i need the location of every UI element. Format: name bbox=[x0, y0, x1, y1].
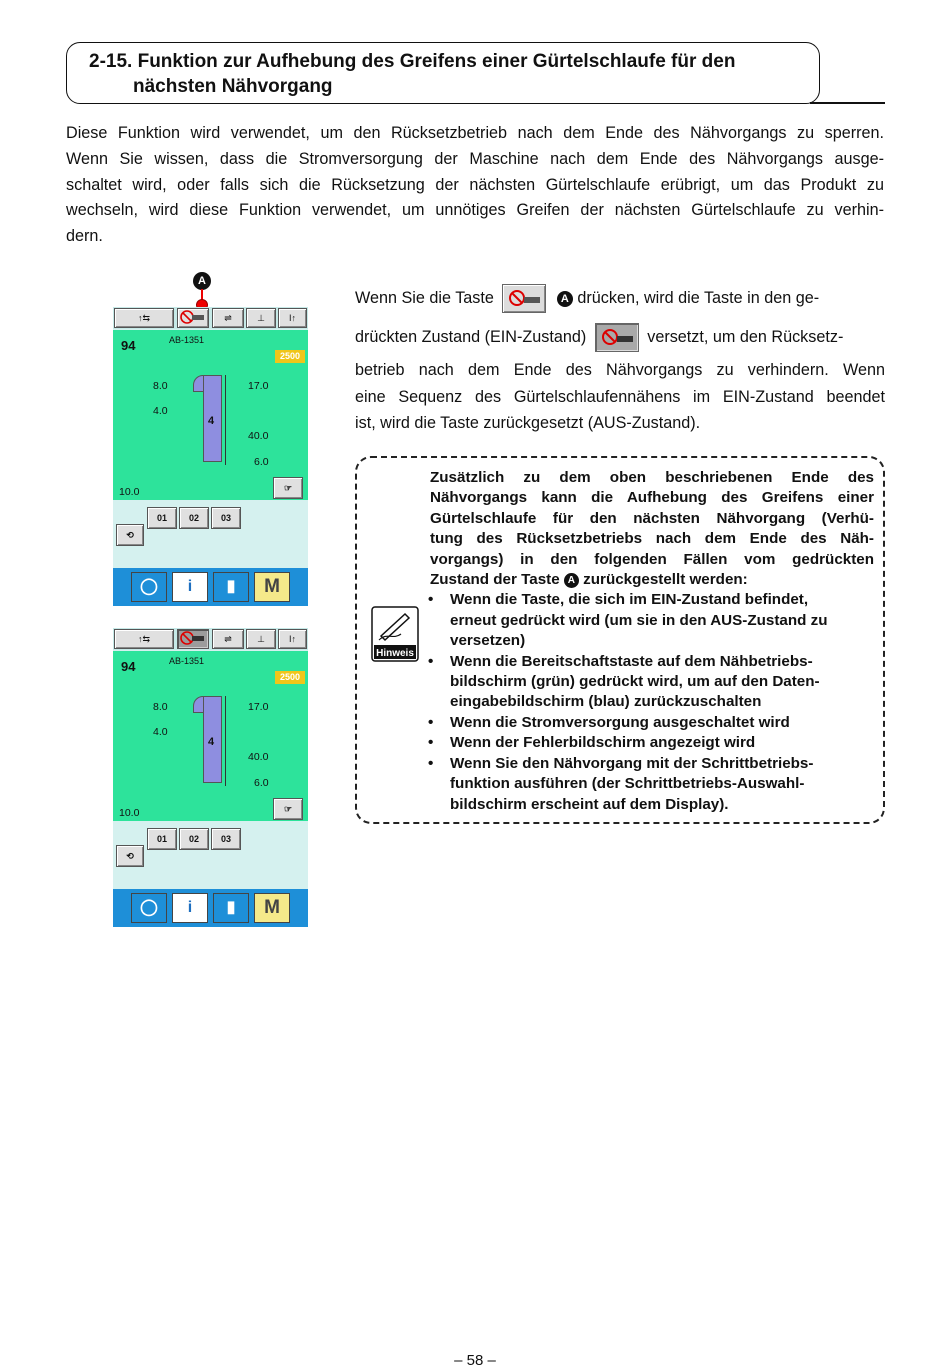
note-box bbox=[355, 456, 885, 824]
note-bullet bbox=[428, 713, 874, 733]
loop-number: 4 bbox=[208, 415, 215, 427]
next-loop-grip-cancel-button[interactable] bbox=[177, 629, 209, 649]
heading-rule bbox=[810, 102, 885, 104]
bullet-dot: • bbox=[428, 734, 434, 752]
next-loop-grip-cancel-button[interactable] bbox=[177, 308, 209, 328]
sewing-screen-area bbox=[113, 651, 308, 821]
thread-clamp-button[interactable]: ⇌ bbox=[212, 629, 244, 649]
note-bullet bbox=[428, 652, 874, 713]
hand-step-button[interactable]: ☞ bbox=[273, 798, 303, 820]
counter-badge: 2500 bbox=[275, 671, 305, 684]
speed-value: 10.0 bbox=[119, 807, 140, 819]
thread-clamp-button[interactable]: ⇌ bbox=[212, 308, 244, 328]
panel-screen-on bbox=[113, 628, 308, 927]
note-bullet bbox=[428, 590, 874, 651]
grip-cancel-icon bbox=[179, 630, 207, 646]
note-intro-line: Zusätzlich zu dem oben beschriebenen Ende des bbox=[430, 469, 874, 486]
reset-button[interactable]: ↑⇆ bbox=[114, 629, 174, 649]
note-bullet-line: erneut gedrückt wird (um sie in den AUS-Zustand zu bbox=[450, 611, 828, 629]
intro-line: Diese Funktion wird verwendet, um den Rücksetzbetrieb nach dem Ende des Nähvorgangs zu sperren. bbox=[66, 124, 884, 142]
menu-button[interactable]: M bbox=[254, 893, 290, 923]
note-intro-line: tung des Rücksetzbetriebs nach dem Ende des Näh- bbox=[430, 530, 874, 548]
sewing-screen-area bbox=[113, 330, 308, 500]
note-bullet bbox=[428, 733, 874, 753]
page-number: – 58 – bbox=[454, 1352, 496, 1369]
dim-right-1: 17.0 bbox=[248, 701, 269, 713]
grip-cancel-icon bbox=[179, 309, 207, 325]
intro-line: dern. bbox=[66, 227, 103, 246]
body-line-5: ist, wird die Taste zurückgesetzt (AUS-Zustand). bbox=[355, 414, 701, 432]
body-line-1 bbox=[355, 283, 885, 317]
note-bullet bbox=[428, 754, 874, 815]
bullet-dot: • bbox=[428, 652, 434, 670]
hand-step-button[interactable]: ☞ bbox=[273, 477, 303, 499]
lift-button[interactable]: I↑ bbox=[278, 308, 307, 328]
note-intro-line bbox=[430, 570, 874, 590]
note-bullet-line: eingabebildschirm (blau) zurückzuschalten bbox=[450, 693, 762, 711]
intro-paragraph bbox=[66, 121, 884, 250]
info-button[interactable]: i bbox=[172, 572, 208, 602]
speed-value: 10.0 bbox=[119, 486, 140, 498]
hinweis-icon-label: Hinweis bbox=[376, 648, 414, 659]
hinweis-icon bbox=[371, 606, 419, 662]
dim-right-3: 6.0 bbox=[254, 777, 269, 789]
note-bullet-line: Wenn Sie den Nähvorgang mit der Schrittbetriebs- bbox=[450, 754, 814, 772]
bullet-dot: • bbox=[428, 754, 434, 772]
pattern-name: AB-1351 bbox=[169, 335, 205, 345]
intro-line: wechseln, wird diese Funktion verwendet, um unnötiges Greifen der nächsten Gürtelschlaufe zu verhin- bbox=[66, 201, 884, 220]
marker-a-inline: A bbox=[564, 573, 579, 588]
note-intro-line: vorgangs) in den folgenden Fällen vom gedrückten bbox=[430, 550, 874, 568]
step-button-01[interactable]: 01 bbox=[147, 828, 177, 850]
counter-reset-button[interactable]: ⟲ bbox=[116, 524, 144, 546]
note-bullet-line: bildschirm (grün) gedrückt wird, um auf den Daten- bbox=[450, 673, 820, 691]
note-bullet-line: versetzen) bbox=[450, 632, 526, 650]
info-button[interactable]: i bbox=[172, 893, 208, 923]
note-text bbox=[430, 468, 874, 815]
dim-left-top: 8.0 bbox=[153, 701, 168, 713]
step-button-02[interactable]: 02 bbox=[179, 828, 209, 850]
dim-right-3: 6.0 bbox=[254, 456, 269, 468]
communication-button[interactable]: ▮ bbox=[213, 893, 249, 923]
lift-button[interactable]: I↑ bbox=[278, 629, 307, 649]
body-text: drückten Zustand (EIN-Zustand) bbox=[355, 328, 587, 346]
loop-number: 4 bbox=[208, 736, 215, 748]
note-intro-text: Zustand der Taste bbox=[430, 571, 560, 589]
note-bullet-line: Wenn der Fehlerbildschirm angezeigt wird bbox=[450, 734, 756, 752]
note-bullet-line: funktion ausführen (der Schrittbetriebs-Auswahl- bbox=[450, 775, 805, 793]
note-bullet-line: Wenn die Stromversorgung ausgeschaltet wird bbox=[450, 713, 790, 731]
ready-button[interactable]: ◯ bbox=[131, 572, 167, 602]
dim-right-1: 17.0 bbox=[248, 380, 269, 392]
presser-button[interactable]: ⊥ bbox=[246, 308, 276, 328]
reset-button[interactable]: ↑⇆ bbox=[114, 308, 174, 328]
dim-right-2: 40.0 bbox=[248, 751, 269, 763]
dimension-line bbox=[225, 696, 226, 786]
bullet-dot: • bbox=[428, 591, 434, 609]
note-bullet-line: Wenn die Bereitschaftstaste auf dem Nähbetriebs- bbox=[450, 652, 813, 670]
grip-cancel-key-icon bbox=[502, 284, 546, 313]
grip-cancel-key-pressed-icon bbox=[595, 323, 639, 352]
step-button-03[interactable]: 03 bbox=[211, 828, 241, 850]
communication-button[interactable]: ▮ bbox=[213, 572, 249, 602]
body-text: Wenn Sie die Taste bbox=[355, 289, 494, 307]
note-intro-line: Gürtelschlaufe für den nächsten Nähvorgang (Verhü- bbox=[430, 509, 874, 527]
screen-bottom-bar bbox=[113, 889, 308, 927]
body-text: drücken, wird die Taste in den ge- bbox=[577, 289, 820, 307]
note-intro-text: zurückgestellt werden: bbox=[583, 571, 748, 589]
pattern-name: AB-1351 bbox=[169, 656, 205, 666]
presser-button[interactable]: ⊥ bbox=[246, 629, 276, 649]
intro-line: schaltet wird, oder falls sich die Rücksetzung der nächsten Gürtelschlaufe erübrigt, um das Produkt zu bbox=[66, 175, 884, 194]
body-line-2 bbox=[355, 317, 885, 357]
body-line-4: eine Sequenz des Gürtelschlaufennähens im EIN-Zustand beendet bbox=[355, 387, 885, 406]
counter-badge: 2500 bbox=[275, 350, 305, 363]
screen-bottom-bar bbox=[113, 568, 308, 606]
pattern-number: 94 bbox=[121, 659, 136, 674]
section-heading-line2: nächsten Nähvorgang bbox=[133, 76, 333, 97]
section-heading-line1: 2-15. Funktion zur Aufhebung des Greifens einer Gürtelschlaufe für den bbox=[89, 51, 736, 72]
menu-button[interactable]: M bbox=[254, 572, 290, 602]
panel-screen-off bbox=[113, 307, 308, 606]
bullet-dot: • bbox=[428, 713, 434, 731]
body-paragraph bbox=[355, 283, 885, 437]
marker-a: A bbox=[193, 272, 211, 290]
step-button-02[interactable]: 02 bbox=[179, 507, 209, 529]
step-button-03[interactable]: 03 bbox=[211, 507, 241, 529]
dim-left-bottom: 4.0 bbox=[153, 405, 168, 417]
intro-line: Wenn Sie wissen, dass die Stromversorgung der Maschine nach dem Ende des Nähvorgangs ausge- bbox=[66, 149, 884, 168]
dim-left-bottom: 4.0 bbox=[153, 726, 168, 738]
dim-right-2: 40.0 bbox=[248, 430, 269, 442]
ready-button[interactable]: ◯ bbox=[131, 893, 167, 923]
section-heading-box bbox=[66, 42, 820, 104]
note-bullet-line: bildschirm erscheint auf dem Display). bbox=[450, 795, 729, 813]
dim-left-top: 8.0 bbox=[153, 380, 168, 392]
marker-a-inline: A bbox=[557, 291, 573, 307]
counter-reset-button[interactable]: ⟲ bbox=[116, 845, 144, 867]
dimension-line bbox=[225, 375, 226, 465]
body-text: versetzt, um den Rücksetz- bbox=[647, 328, 844, 346]
note-bullet-line: Wenn die Taste, die sich im EIN-Zustand befindet, bbox=[450, 591, 809, 609]
step-button-01[interactable]: 01 bbox=[147, 507, 177, 529]
body-line-3: betrieb nach dem Ende des Nähvorgangs zu verhindern. Wenn bbox=[355, 361, 885, 379]
note-intro-line: Nähvorgangs kann die Aufhebung des Greifens einer bbox=[430, 489, 874, 507]
pattern-number: 94 bbox=[121, 338, 136, 353]
